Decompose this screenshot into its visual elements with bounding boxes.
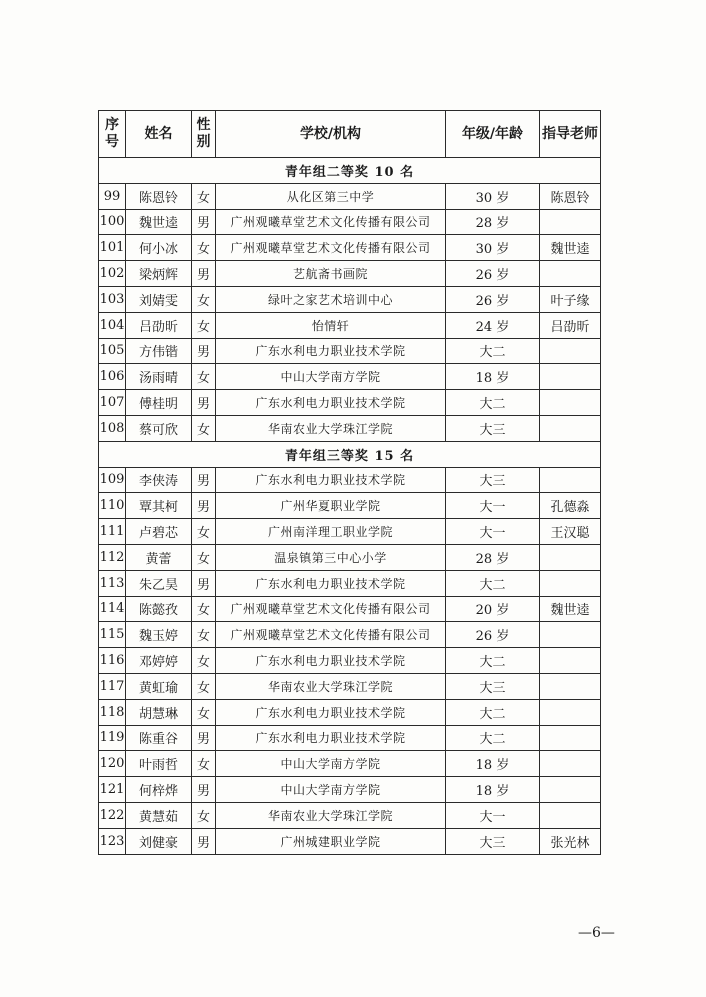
cell-name: 吕劭昕 (126, 312, 192, 338)
cell-school: 从化区第三中学 (216, 183, 446, 209)
cell-teacher: 魏世逵 (540, 235, 601, 261)
table-row (99, 777, 601, 803)
cell-name: 卢碧芯 (126, 519, 192, 545)
header-school: 学校/机构 (216, 111, 446, 158)
cell-teacher (540, 777, 601, 803)
cell-no: 118 (99, 699, 126, 725)
table-row (99, 751, 601, 777)
cell-gender: 男 (192, 828, 216, 854)
cell-teacher: 张光林 (540, 828, 601, 854)
cell-school: 绿叶之家艺术培训中心 (216, 286, 446, 312)
header-name: 姓名 (126, 111, 192, 158)
cell-school: 广州观曦草堂艺术文化传播有限公司 (216, 235, 446, 261)
cell-grade: 大二 (446, 648, 540, 674)
cell-name: 刘婧雯 (126, 286, 192, 312)
cell-grade: 28 岁 (446, 209, 540, 235)
cell-no: 105 (99, 338, 126, 364)
group-title: 青年组三等奖 15 名 (99, 441, 601, 467)
cell-gender: 男 (192, 777, 216, 803)
cell-school: 广州观曦草堂艺术文化传播有限公司 (216, 209, 446, 235)
cell-no: 123 (99, 828, 126, 854)
table-row (99, 493, 601, 519)
cell-teacher (540, 725, 601, 751)
cell-name: 陈恩铃 (126, 183, 192, 209)
cell-gender: 女 (192, 364, 216, 390)
cell-gender: 女 (192, 286, 216, 312)
cell-grade: 大三 (446, 828, 540, 854)
cell-no: 100 (99, 209, 126, 235)
cell-name: 汤雨晴 (126, 364, 192, 390)
cell-school: 中山大学南方学院 (216, 777, 446, 803)
cell-no: 122 (99, 802, 126, 828)
table-row (99, 802, 601, 828)
cell-teacher (540, 751, 601, 777)
cell-teacher (540, 699, 601, 725)
cell-gender: 女 (192, 519, 216, 545)
cell-gender: 女 (192, 648, 216, 674)
cell-gender: 女 (192, 622, 216, 648)
cell-grade: 大一 (446, 802, 540, 828)
table-row (99, 183, 601, 209)
table-row (99, 286, 601, 312)
cell-name: 黄虹瑜 (126, 673, 192, 699)
cell-no: 108 (99, 415, 126, 441)
cell-grade: 大三 (446, 415, 540, 441)
cell-no: 106 (99, 364, 126, 390)
cell-school: 广州城建职业学院 (216, 828, 446, 854)
header-no: 序号 (99, 111, 126, 158)
cell-name: 方伟锴 (126, 338, 192, 364)
cell-school: 中山大学南方学院 (216, 751, 446, 777)
cell-school: 广州华夏职业学院 (216, 493, 446, 519)
cell-gender: 男 (192, 467, 216, 493)
cell-teacher (540, 261, 601, 287)
cell-school: 艺航斋书画院 (216, 261, 446, 287)
cell-gender: 男 (192, 338, 216, 364)
cell-name: 傅桂明 (126, 390, 192, 416)
cell-school: 广州南洋理工职业学院 (216, 519, 446, 545)
cell-gender: 男 (192, 390, 216, 416)
cell-gender: 男 (192, 493, 216, 519)
cell-grade: 大二 (446, 725, 540, 751)
cell-teacher (540, 467, 601, 493)
cell-name: 蔡可欣 (126, 415, 192, 441)
cell-teacher: 吕劭昕 (540, 312, 601, 338)
cell-no: 99 (99, 183, 126, 209)
table-row (99, 312, 601, 338)
cell-grade: 20 岁 (446, 596, 540, 622)
cell-gender: 女 (192, 596, 216, 622)
cell-school: 怡情轩 (216, 312, 446, 338)
cell-teacher: 孔德淼 (540, 493, 601, 519)
group-title: 青年组二等奖 10 名 (99, 158, 601, 184)
table-row (99, 467, 601, 493)
cell-grade: 大一 (446, 519, 540, 545)
cell-teacher (540, 544, 601, 570)
cell-school: 广东水利电力职业技术学院 (216, 648, 446, 674)
cell-teacher (540, 415, 601, 441)
header-teacher: 指导老师 (540, 111, 601, 158)
cell-no: 112 (99, 544, 126, 570)
cell-gender: 女 (192, 802, 216, 828)
cell-no: 119 (99, 725, 126, 751)
cell-no: 116 (99, 648, 126, 674)
cell-school: 中山大学南方学院 (216, 364, 446, 390)
table-row (99, 390, 601, 416)
cell-no: 113 (99, 570, 126, 596)
cell-school: 广州观曦草堂艺术文化传播有限公司 (216, 622, 446, 648)
table-row (99, 648, 601, 674)
table-row (99, 725, 601, 751)
table-row (99, 415, 601, 441)
cell-grade: 大二 (446, 338, 540, 364)
cell-grade: 24 岁 (446, 312, 540, 338)
table-row (99, 596, 601, 622)
cell-grade: 18 岁 (446, 364, 540, 390)
cell-no: 121 (99, 777, 126, 803)
cell-school: 广东水利电力职业技术学院 (216, 390, 446, 416)
cell-teacher (540, 364, 601, 390)
cell-no: 104 (99, 312, 126, 338)
cell-name: 刘健豪 (126, 828, 192, 854)
cell-teacher: 王汉聪 (540, 519, 601, 545)
cell-no: 101 (99, 235, 126, 261)
cell-grade: 18 岁 (446, 751, 540, 777)
cell-gender: 男 (192, 209, 216, 235)
cell-school: 华南农业大学珠江学院 (216, 673, 446, 699)
cell-school: 温泉镇第三中心小学 (216, 544, 446, 570)
table-body (99, 158, 601, 855)
table-row (99, 828, 601, 854)
cell-grade: 30 岁 (446, 183, 540, 209)
cell-grade: 大二 (446, 699, 540, 725)
cell-grade: 大二 (446, 570, 540, 596)
cell-no: 107 (99, 390, 126, 416)
cell-gender: 男 (192, 725, 216, 751)
table-row (99, 544, 601, 570)
cell-school: 广东水利电力职业技术学院 (216, 725, 446, 751)
cell-teacher (540, 390, 601, 416)
cell-teacher: 叶子缘 (540, 286, 601, 312)
table-row (99, 622, 601, 648)
table-row (99, 570, 601, 596)
cell-gender: 女 (192, 235, 216, 261)
table-row (99, 364, 601, 390)
cell-teacher (540, 673, 601, 699)
cell-teacher (540, 648, 601, 674)
cell-name: 梁炳辉 (126, 261, 192, 287)
cell-name: 胡慧琳 (126, 699, 192, 725)
cell-gender: 女 (192, 183, 216, 209)
table-row (99, 673, 601, 699)
cell-grade: 18 岁 (446, 777, 540, 803)
cell-name: 魏世逵 (126, 209, 192, 235)
cell-no: 103 (99, 286, 126, 312)
cell-no: 115 (99, 622, 126, 648)
cell-no: 110 (99, 493, 126, 519)
table-row (99, 519, 601, 545)
cell-gender: 女 (192, 699, 216, 725)
table-row (99, 699, 601, 725)
cell-grade: 26 岁 (446, 622, 540, 648)
header-row (99, 111, 601, 158)
group-title-row (99, 441, 601, 467)
cell-grade: 26 岁 (446, 286, 540, 312)
cell-gender: 男 (192, 570, 216, 596)
group-title-row (99, 158, 601, 184)
cell-teacher (540, 209, 601, 235)
cell-no: 102 (99, 261, 126, 287)
cell-name: 何梓烨 (126, 777, 192, 803)
cell-school: 广东水利电力职业技术学院 (216, 467, 446, 493)
cell-name: 黄蕾 (126, 544, 192, 570)
header-grade: 年级/年龄 (446, 111, 540, 158)
award-table (98, 110, 601, 855)
header-gender: 性别 (192, 111, 216, 158)
table-row (99, 261, 601, 287)
cell-grade: 30 岁 (446, 235, 540, 261)
table-row (99, 338, 601, 364)
cell-gender: 女 (192, 415, 216, 441)
cell-name: 陈重谷 (126, 725, 192, 751)
cell-gender: 女 (192, 673, 216, 699)
cell-gender: 女 (192, 751, 216, 777)
cell-name: 朱乙昊 (126, 570, 192, 596)
cell-no: 111 (99, 519, 126, 545)
cell-name: 邓婷婷 (126, 648, 192, 674)
cell-teacher: 魏世逵 (540, 596, 601, 622)
cell-school: 广东水利电力职业技术学院 (216, 338, 446, 364)
cell-teacher (540, 802, 601, 828)
cell-name: 李侠涛 (126, 467, 192, 493)
cell-name: 黄慧茹 (126, 802, 192, 828)
cell-school: 广东水利电力职业技术学院 (216, 570, 446, 596)
table-row (99, 209, 601, 235)
cell-teacher (540, 622, 601, 648)
cell-no: 117 (99, 673, 126, 699)
cell-no: 114 (99, 596, 126, 622)
cell-school: 华南农业大学珠江学院 (216, 802, 446, 828)
cell-grade: 大三 (446, 467, 540, 493)
cell-gender: 女 (192, 312, 216, 338)
cell-name: 叶雨哲 (126, 751, 192, 777)
cell-teacher: 陈恩铃 (540, 183, 601, 209)
page-number: —6— (578, 925, 615, 941)
cell-gender: 女 (192, 544, 216, 570)
cell-name: 何小冰 (126, 235, 192, 261)
cell-school: 广东水利电力职业技术学院 (216, 699, 446, 725)
cell-gender: 男 (192, 261, 216, 287)
cell-grade: 大三 (446, 673, 540, 699)
cell-school: 华南农业大学珠江学院 (216, 415, 446, 441)
cell-grade: 大二 (446, 390, 540, 416)
cell-teacher (540, 570, 601, 596)
cell-name: 陈懿孜 (126, 596, 192, 622)
table-row (99, 235, 601, 261)
cell-grade: 26 岁 (446, 261, 540, 287)
cell-grade: 28 岁 (446, 544, 540, 570)
cell-school: 广州观曦草堂艺术文化传播有限公司 (216, 596, 446, 622)
cell-name: 魏玉婷 (126, 622, 192, 648)
cell-no: 120 (99, 751, 126, 777)
cell-no: 109 (99, 467, 126, 493)
cell-name: 覃其柯 (126, 493, 192, 519)
cell-teacher (540, 338, 601, 364)
cell-grade: 大一 (446, 493, 540, 519)
